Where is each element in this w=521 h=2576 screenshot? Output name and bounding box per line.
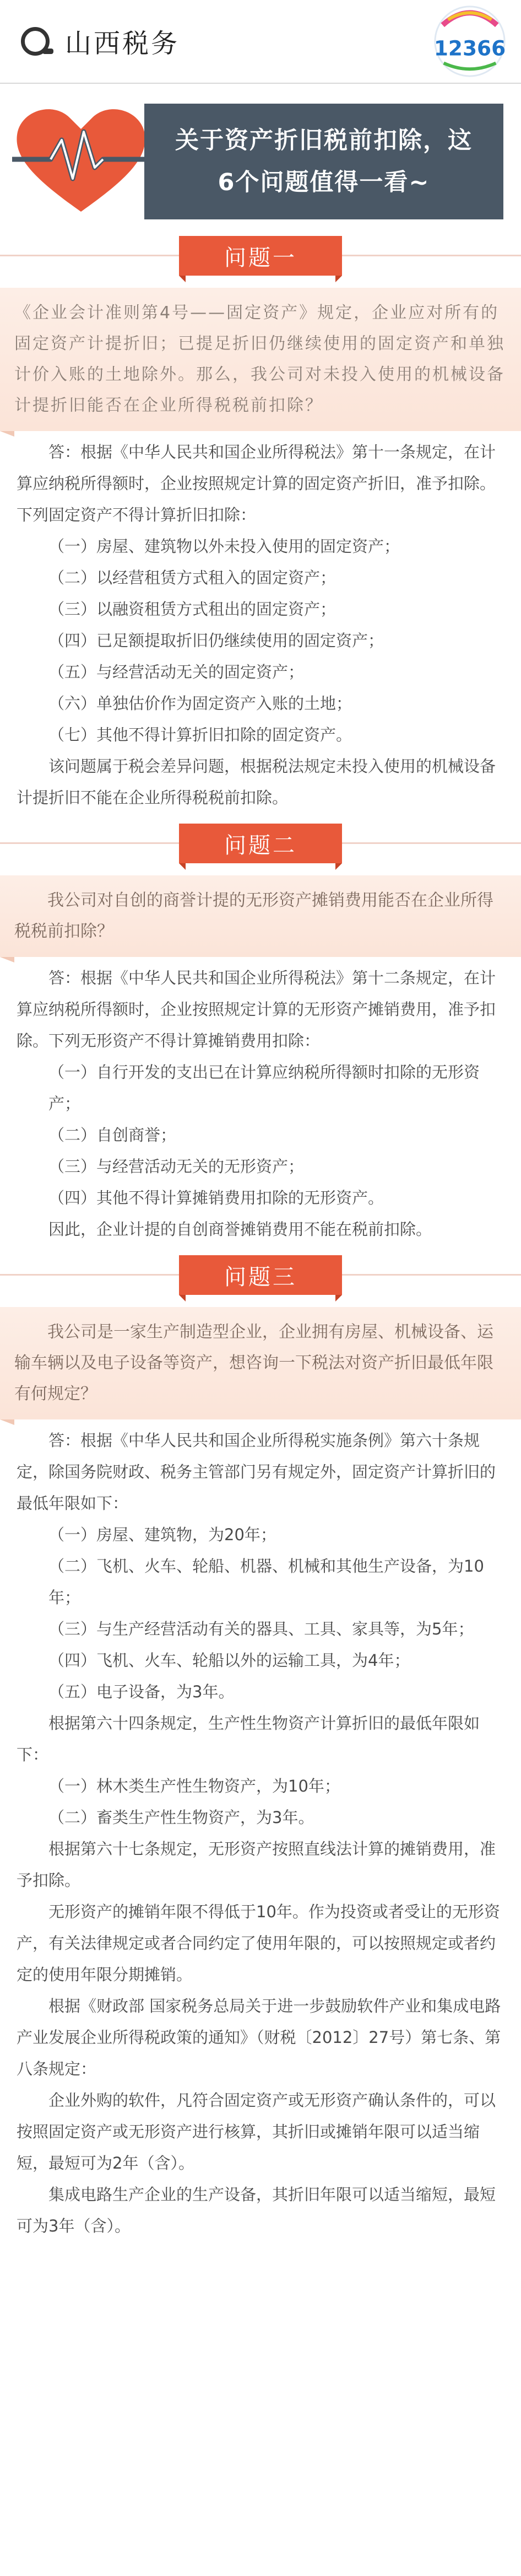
list-item: （二）自创商誉；: [48, 1126, 177, 1144]
section-title-1: 问题一: [179, 236, 342, 276]
list-item: （三）以融资租赁方式租出的固定资产；: [48, 600, 337, 619]
hero-banner: [0, 84, 521, 233]
list-item: （四）飞机、火车、轮船以外的运输工具，为4年；: [48, 1651, 410, 1670]
list-item: （四）其他不得计算摊销费用扣除的无形资产。: [48, 1188, 384, 1207]
brand-name: 山西税务: [65, 28, 180, 59]
hero-title-line2: 6个问题值得一看~: [218, 169, 430, 196]
answer-paragraph: 无形资产的摊销年限不得低于10年。作为投资或者受让的无形资产，有关法律规定或者合同约定了使用年限的，可以按照规定或者约定的使用年限分期摊销。: [17, 1902, 500, 1984]
list-item: （三）与经营活动无关的无形资产；: [48, 1157, 305, 1176]
question-2: [0, 875, 521, 957]
list-item: （五）与经营活动无关的固定资产；: [48, 663, 305, 681]
answer-paragraph: 答：根据《中华人民共和国企业所得税法》第十一条规定，在计算应纳税所得额时，企业按照规定计算的固定资产折旧，准予扣除。下列固定资产不得计算折旧扣除：: [17, 443, 496, 524]
badge-number: 12366: [433, 36, 506, 61]
question-text: 我公司是一家生产制造型企业，企业拥有房屋、机械设备、运输车辆以及电子设备等资产，想咨询一下税法对资产折旧最低年限有何规定？: [14, 1322, 493, 1403]
answer-paragraph: 集成电路生产企业的生产设备，其折旧年限可以适当缩短，最短可为3年（含）。: [17, 2185, 496, 2235]
section-header-1: [0, 233, 521, 278]
header-bar: [0, 0, 521, 84]
at-logo-icon: [21, 27, 50, 56]
list-item: （四）已足额提取折旧仍继续使用的固定资产；: [48, 631, 384, 650]
list-item: （二）以经营租赁方式租入的固定资产；: [48, 568, 337, 587]
list-item: （二）飞机、火车、轮船、机器、机械和其他生产设备，为10年；: [48, 1557, 484, 1607]
list-item: （五）电子设备，为3年。: [48, 1682, 235, 1701]
hero-title-line1: 关于资产折旧税前扣除，这: [175, 127, 473, 154]
answer-1: [0, 437, 521, 814]
section-title-3: 问题三: [179, 1255, 342, 1295]
list-item: （二）畜类生产性生物资产，为3年。: [48, 1808, 314, 1827]
answer-2: [0, 962, 521, 1245]
question-1: 《企业会计准则第4号——固定资产》规定，企业应对所有的固定资产计提折旧；已提足折旧仍继续使用的固定资产和单独计价入账的土地除外。那么，我公司对未投入使用的机械设备计提折旧能否在企业所得税税前扣除？: [0, 288, 521, 431]
list-item: （一）林木类生产性生物资产，为10年；: [48, 1777, 340, 1795]
answer-3: [0, 1425, 521, 2242]
answer-paragraph: 该问题属于税会差异问题，根据税法规定未投入使用的机械设备计提折旧不能在企业所得税税前扣除。: [17, 757, 496, 807]
section-header-2: [0, 820, 521, 865]
list-item: （一）房屋、建筑物以外未投入使用的固定资产；: [48, 537, 400, 556]
list-item: （七）其他不得计算折旧扣除的固定资产。: [48, 725, 352, 744]
question-3: [0, 1307, 521, 1419]
hero-title-box: [144, 104, 503, 219]
section-title-2: 问题二: [179, 824, 342, 863]
list-item: （六）单独估价作为固定资产入账的土地；: [48, 694, 352, 713]
answer-paragraph: 根据《财政部 国家税务总局关于进一步鼓励软件产业和集成电路产业发展企业所得税政策的通知》（财税〔2012〕27号）第七条、第八条规定：: [17, 1997, 501, 2078]
answer-paragraph: 企业外购的软件，凡符合固定资产或无形资产确认条件的，可以按照固定资产或无形资产进行核算，其折旧或摊销年限可以适当缩短，最短可为2年（含）。: [17, 2091, 496, 2172]
tax-hotline-badge-icon: [432, 3, 508, 79]
answer-paragraph: 根据第六十四条规定，生产性生物资产计算折旧的最低年限如下：: [17, 1714, 480, 1764]
answer-paragraph: 根据第六十七条规定，无形资产按照直线法计算的摊销费用，准予扣除。: [17, 1840, 496, 1890]
section-header-3: [0, 1252, 521, 1297]
brand-logo: [21, 22, 180, 60]
list-item: （一）自行开发的支出已在计算应纳税所得额时扣除的无形资产；: [48, 1063, 480, 1113]
list-item: （三）与生产经营活动有关的器具、工具、家具等，为5年；: [48, 1620, 474, 1638]
answer-paragraph: 答：根据《中华人民共和国企业所得税法》第十二条规定，在计算应纳税所得额时，企业按照规定计算的无形资产摊销费用，准予扣除。下列无形资产不得计算摊销费用扣除：: [17, 969, 496, 1050]
answer-paragraph: 答：根据《中华人民共和国企业所得税实施条例》第六十条规定，除国务院财政、税务主管部门另有规定外，固定资产计算折旧的最低年限如下：: [17, 1431, 496, 1513]
question-text: 我公司对自创的商誉计提的无形资产摊销费用能否在企业所得税税前扣除？: [14, 891, 493, 941]
heartbeat-heart-icon: [12, 101, 150, 217]
list-item: （一）房屋、建筑物，为20年；: [48, 1525, 276, 1544]
answer-paragraph: 因此，企业计提的自创商誉摊销费用不能在税前扣除。: [48, 1220, 432, 1239]
